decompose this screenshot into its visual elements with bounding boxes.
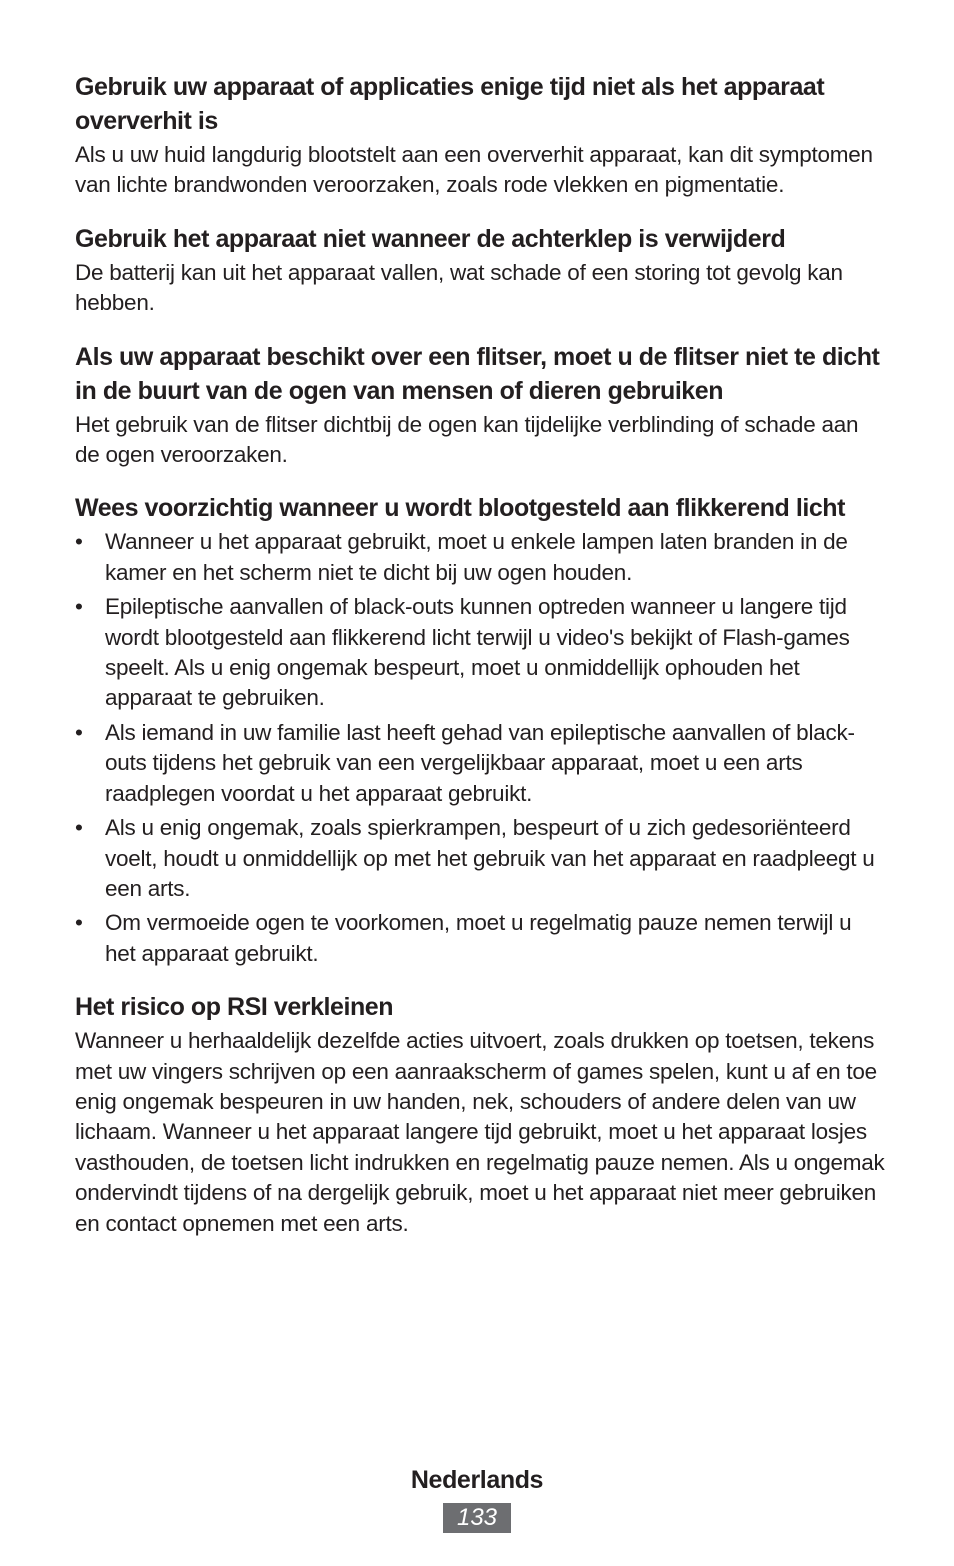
list-item-text: Om vermoeide ogen te voorkomen, moet u regelmatig pauze nemen terwijl u het apparaat gebruikt. [105, 910, 852, 966]
section-heading: Gebruik het apparaat niet wanneer de achterklep is verwijderd [75, 224, 786, 253]
bullet-icon: • [75, 529, 83, 555]
document-page [75, 70, 885, 1260]
bullet-icon: • [75, 815, 83, 841]
section-back-cover [75, 222, 885, 319]
section-heading: Gebruik uw apparaat of applicaties enige tijd niet als het apparaat oververhit is [75, 73, 825, 135]
bullet-icon: • [75, 719, 83, 745]
list-item-text: Als iemand in uw familie last heeft gehad van epileptische aanvallen of black-outs tijdens het gebruik van een vergelijkbaar apparaat, moet u een arts raadplegen voordat u het apparaat gebruikt. [105, 719, 855, 806]
section-rsi [75, 990, 885, 1239]
section-heading: Wees voorzichtig wanneer u wordt blootgesteld aan flikkerend licht [75, 494, 845, 523]
bullet-icon: • [75, 594, 83, 620]
section-heading: Het risico op RSI verkleinen [75, 993, 394, 1022]
list-item [75, 527, 885, 588]
list-item-text: Als u enig ongemak, zoals spierkrampen, bespeurt of u zich gedesoriënteerd voelt, houdt u onmiddellijk op met het gebruik van het apparaat en raadpleegt u een arts. [105, 815, 875, 901]
list-item [75, 813, 885, 904]
list-item [75, 592, 885, 714]
section-heading: Als uw apparaat beschikt over een flitser, moet u de flitser niet te dicht in de buurt van de ogen van mensen of dieren gebruiken [75, 342, 880, 405]
list-item [75, 718, 885, 809]
page-number-badge: 133 [443, 1503, 511, 1533]
bullet-icon: • [75, 910, 83, 936]
section-flash [75, 340, 885, 471]
list-item-text: Wanneer u het apparaat gebruikt, moet u enkele lampen laten branden in de kamer en het scherm niet te dicht bij uw ogen houden. [105, 529, 848, 585]
section-body: Wanneer u herhaaldelijk dezelfde acties uitvoert, zoals drukken op toetsen, tekens met uw vingers schrijven op een aanraakscherm of games spelen, kunt u af en toe enig ongemak bespeuren in uw handen, nek, schouders of andere delen van uw lichaam. Wanneer u het apparaat langere tijd gebruikt, moet u het apparaat losjes vasthouden, de toetsen licht indrukken en regelmatig pauze nemen. Als u ongemak ondervindt tijdens of na dergelijk gebruik, moet u het apparaat niet meer gebruiken en contact opnemen met een arts. [75, 1028, 885, 1236]
list-item-text: Epileptische aanvallen of black-outs kunnen optreden wanneer u langere tijd wordt blootgesteld aan flikkerend licht terwijl u video's bekijkt of Flash-games speelt. Als u enig ongemak bespeurt, moet u onmiddellijk ophouden het apparaat te gebruiken. [105, 594, 850, 711]
section-flickering-light [75, 491, 885, 969]
section-overheat [75, 70, 885, 201]
list-item [75, 908, 885, 969]
section-body: Als u uw huid langdurig blootstelt aan een oververhit apparaat, kan dit symptomen van lichte brandwonden veroorzaken, zoals rode vlekken en pigmentatie. [75, 142, 873, 198]
section-body: Het gebruik van de flitser dichtbij de ogen kan tijdelijke verblinding of schade aan de ogen veroorzaken. [75, 411, 859, 468]
footer-language: Nederlands [410, 1466, 544, 1494]
bullet-list [75, 527, 885, 969]
section-body: De batterij kan uit het apparaat vallen, wat schade of een storing tot gevolg kan hebben. [75, 259, 843, 316]
page-footer [0, 1464, 954, 1533]
